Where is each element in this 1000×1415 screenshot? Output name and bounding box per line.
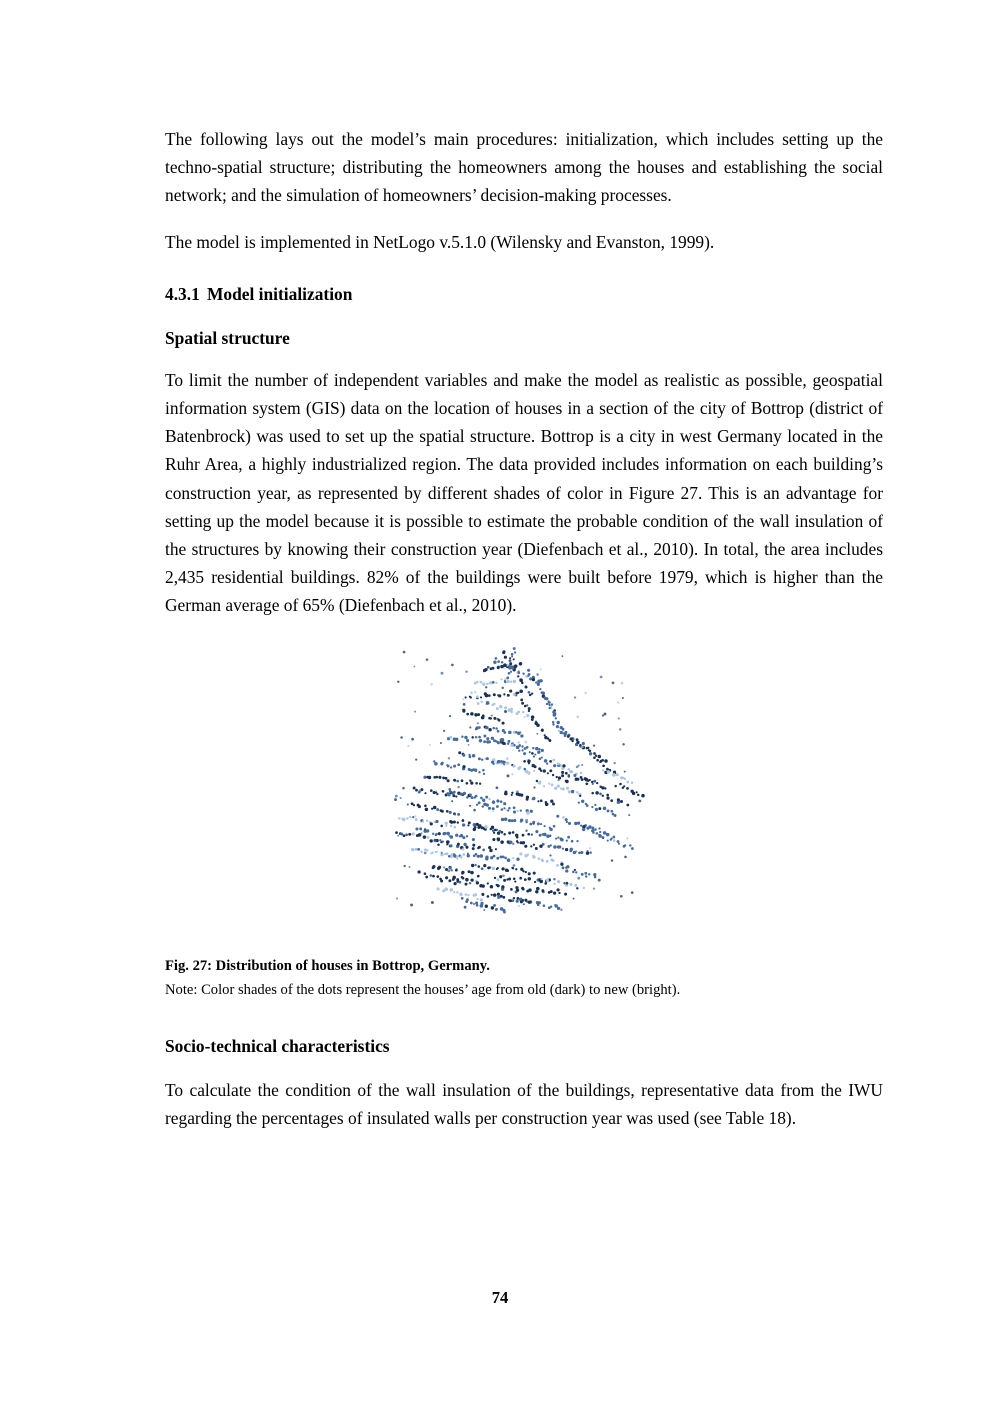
figure-27 (165, 642, 883, 1000)
section-number: 4.3.1 (165, 283, 200, 304)
paragraph-intro: The following lays out the model’s main procedures: initialization, which includes setting up the techno-spatial structure; distributing the homeowners among the houses and establishing the social network; and the simulation of homeowners’ decision-making processes. (165, 129, 883, 206)
paragraph-socio: To calculate the condition of the wall insulation of the buildings, representative data from the IWU regarding the percentages of insulated walls per construction year was used (see Table 18). (165, 1079, 883, 1128)
subheading-socio-technical: Socio-technical characteristics (165, 1035, 390, 1056)
figure-note: Note: Color shades of the dots represent the houses’ age from old (dark) to new (bright). (165, 981, 681, 998)
paragraph-netlogo: The model is implemented in NetLogo v.5.1.0 (Wilensky and Evanston, 1999). (165, 231, 715, 252)
page-number: 74 (491, 1288, 509, 1307)
section-title: Model initialization (207, 283, 353, 304)
figure-27-image (165, 642, 883, 942)
page-content (165, 125, 883, 1150)
section-heading (165, 282, 883, 306)
paragraph-spatial: To limit the number of independent variables and make the model as realistic as possible, geospatial information system (GIS) data on the location of houses in a section of the city of Bottrop (district of Batenbrock) was used to set up the spatial structure. Bottrop is a city in west Germany located in the Ruhr Area, a highly industrialized region. The data provided includes information on each building’s construction year, as represented by different shades of color in Figure 27. This is an advantage for setting up the model because it is possible to estimate the probable condition of the wall insulation of the structures by knowing their construction year (Diefenbach et al., 2010). In total, the area includes 2,435 residential buildings. 82% of the buildings were built before 1979, which is higher than the German average of 65% (Diefenbach et al., 2010). (165, 369, 883, 616)
subheading-spatial-structure: Spatial structure (165, 327, 290, 348)
figure-caption: Fig. 27: Distribution of houses in Bottrop, Germany. (165, 957, 490, 974)
bottrop-house-distribution-map (354, 642, 694, 942)
